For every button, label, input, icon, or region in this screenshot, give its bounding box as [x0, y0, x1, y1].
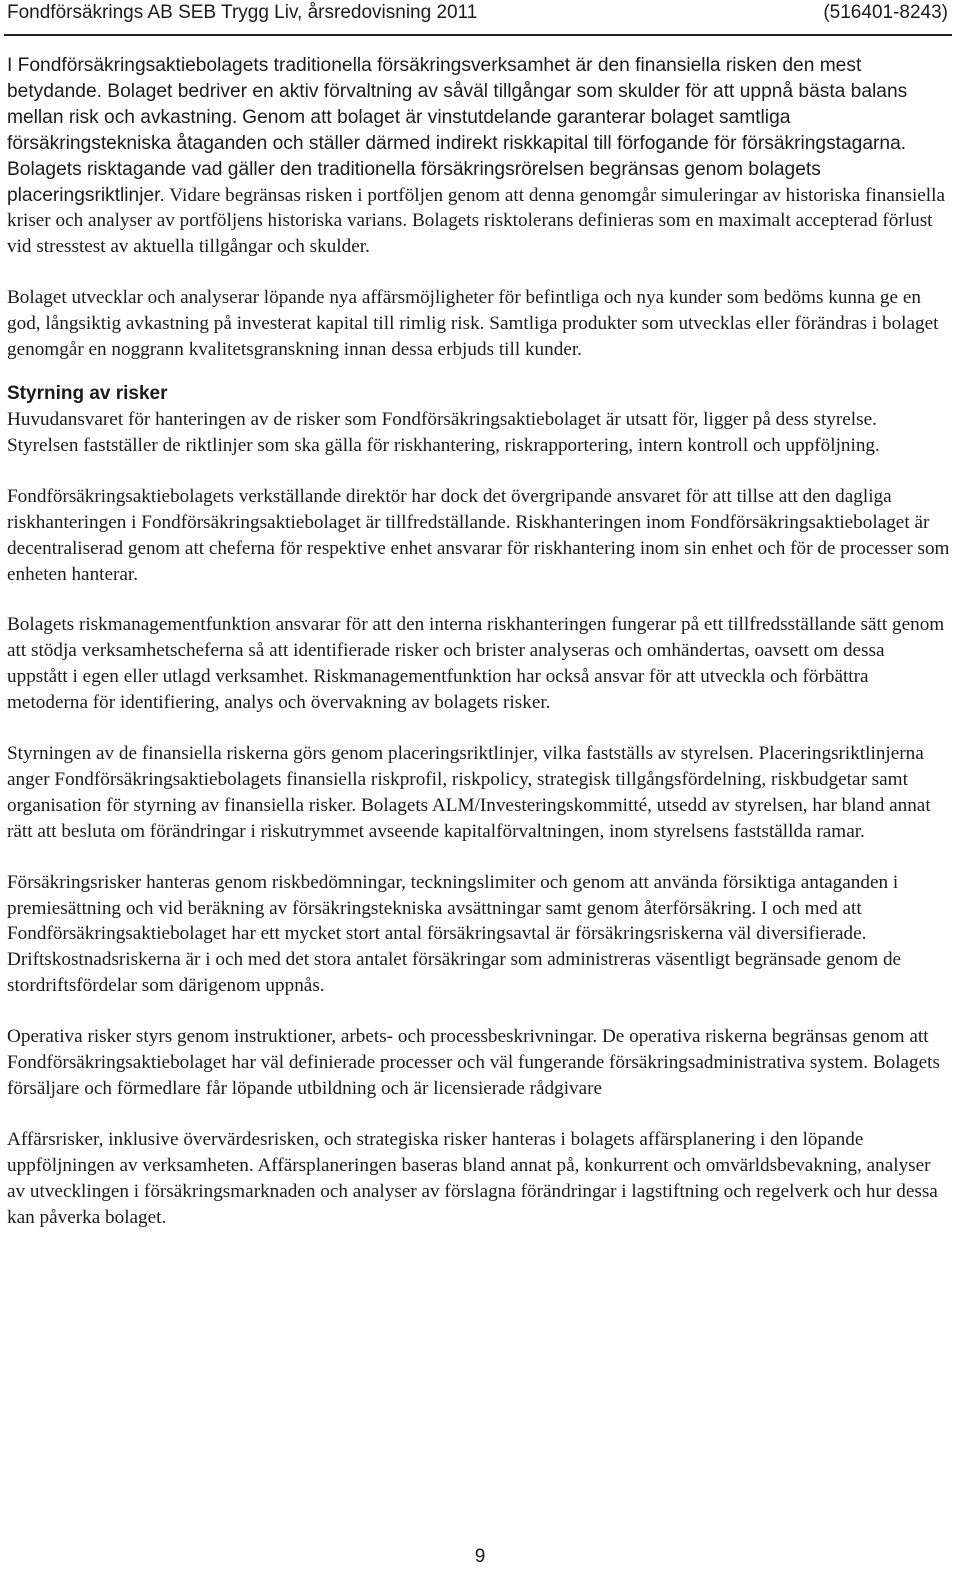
paragraph-risk-management-function: Bolagets riskmanagementfunktion ansvarar för att den interna riskhanteringen fungerar på ett tillfredsställande sätt genom att stödja verksamhetscheferna så att identifierade risker och brister analyseras och omhändertas, oavsett om dessa uppstått i egen eller utlagd verksamhet. Riskmanagementfunktion har också ansvar för att utveckla och förbättra metoderna för identifiering, analys och övervakning av bolagets risker.	[7, 614, 945, 714]
paragraph-board-responsibility: Huvudansvaret för hanteringen av de risker som Fondförsäkringsaktiebolaget är utsatt för, ligger på dess styrelse. Styrelsen fastställer de riktlinjer som ska gälla för riskhantering, riskrapportering, intern kontroll och uppföljning.	[7, 408, 880, 456]
document-body	[7, 53, 950, 1231]
paragraph-business-risks: Affärsrisker, inklusive övervärdesrisken, och strategiska risker hanteras i bolagets affärsplanering i den löpande uppföljningen av verksamheten. Affärsplaneringen baseras bland annat på, konkurrent och omvärldsbevakning, analyser av utvecklingen i försäkringsmarknaden och analyser av förslagna förändringar i lagstiftning och regelverk och hur dessa kan påverka bolaget.	[7, 1128, 938, 1228]
page-header	[0, 0, 960, 36]
paragraph-financial-risk-sentence-2: Genom att bolaget är vinstutdelande garanterar bolaget samtliga försäkringstekniska åtaganden och ställer därmed indirekt riskkapital till förfogande för försäkringstagarna. Bolagets risktagande vad gäller den traditionella försäkringsrörelsen begränsas genom bolagets placeringsriktlinjer.	[7, 106, 907, 206]
paragraph-insurance-risks: Försäkringsrisker hanteras genom riskbedömningar, teckningslimiter och genom att använda försiktiga antaganden i premiesättning och vid beräkning av försäkringstekniska avsättningar samt genom återförsäkring. I och med att Fondförsäkringsaktiebolaget har ett mycket stort antal försäkringsavtal är försäkringsriskerna väl diversifierade. Driftskostnadsriskerna är i och med det stora antalet försäkringar som administreras väsentligt begränsade genom de stordriftsfördelar som därigenom uppnås.	[7, 871, 902, 997]
paragraph-financial-risk-governance: Styrningen av de finansiella riskerna görs genom placeringsriktlinjer, vilka fastställs av styrelsen. Placeringsriktlinjerna anger Fondförsäkringsaktiebolagets finansiella riskprofil, riskpolicy, strategisk tillgångsfördelning, riskbudgetar samt organisation för styrning av finansiella risker. Bolagets ALM/Investeringskommitté, utsedd av styrelsen, har bland annat rätt att besluta om förändringar i riskutrymmet avseende kapitalförvaltningen, inom styrelsens fastställda ramar.	[7, 743, 931, 842]
page-number: 9	[474, 1546, 486, 1567]
paragraph-financial-risk-sentence-3: Vidare begränsas risken i portföljen genom att denna genomgår simuleringar av historiska finansiella kriser och analyser av portföljens historiska varians. Bolagets risktolerans definieras som en maximalt accepterad förlust vid stresstest av aktuella tillgångar och skulder.	[7, 184, 945, 258]
paragraph-financial-risk	[7, 53, 950, 260]
paragraph-operational-risks: Operativa risker styrs genom instruktioner, arbets- och processbeskrivningar. De operativa riskerna begränsas genom att Fondförsäkringsaktiebolaget har väl definierade processer och väl fungerande försäkringsadministrativa system. Bolagets försäljare och förmedlare får löpande utbildning och är licensierade rådgivare	[7, 1026, 940, 1099]
header-title: Fondförsäkrings AB SEB Trygg Liv, årsredovisning 2011	[7, 2, 478, 23]
section-heading: Styrning av risker	[7, 382, 168, 404]
header-org-number: (516401-8243)	[823, 2, 948, 23]
paragraph-ceo-responsibility: Fondförsäkringsaktiebolagets verkställande direktör har dock det övergripande ansvaret för att tillse att den dagliga riskhanteringen i Fondförsäkringsaktiebolaget är tillfredställande. Riskhanteringen inom Fondförsäkringsaktiebolaget är decentraliserad genom att cheferna för respektive enhet ansvarar för riskhantering inom sin enhet och för de processer som enheten hanterar.	[7, 485, 950, 585]
header-rule	[4, 34, 952, 36]
paragraph-business-development: Bolaget utvecklar och analyserar löpande nya affärsmöjligheter för befintliga och nya kunder som bedöms kunna ge en god, långsiktig avkastning på investerat kapital till rimlig risk. Samtliga produkter som utvecklas eller förändras i bolaget genomgår en noggrann kvalitetsgranskning innan dessa erbjuds till kunder.	[7, 287, 939, 361]
paragraph-financial-risk-sentence-1: I Fondförsäkringsaktiebolagets traditionella försäkringsverksamhet är den finansiella risken den mest betydande. Bolaget bedriver en aktiv förvaltning av såväl tillgångar som skulder för att uppnå bästa balans mellan risk och avkastning.	[7, 55, 908, 128]
